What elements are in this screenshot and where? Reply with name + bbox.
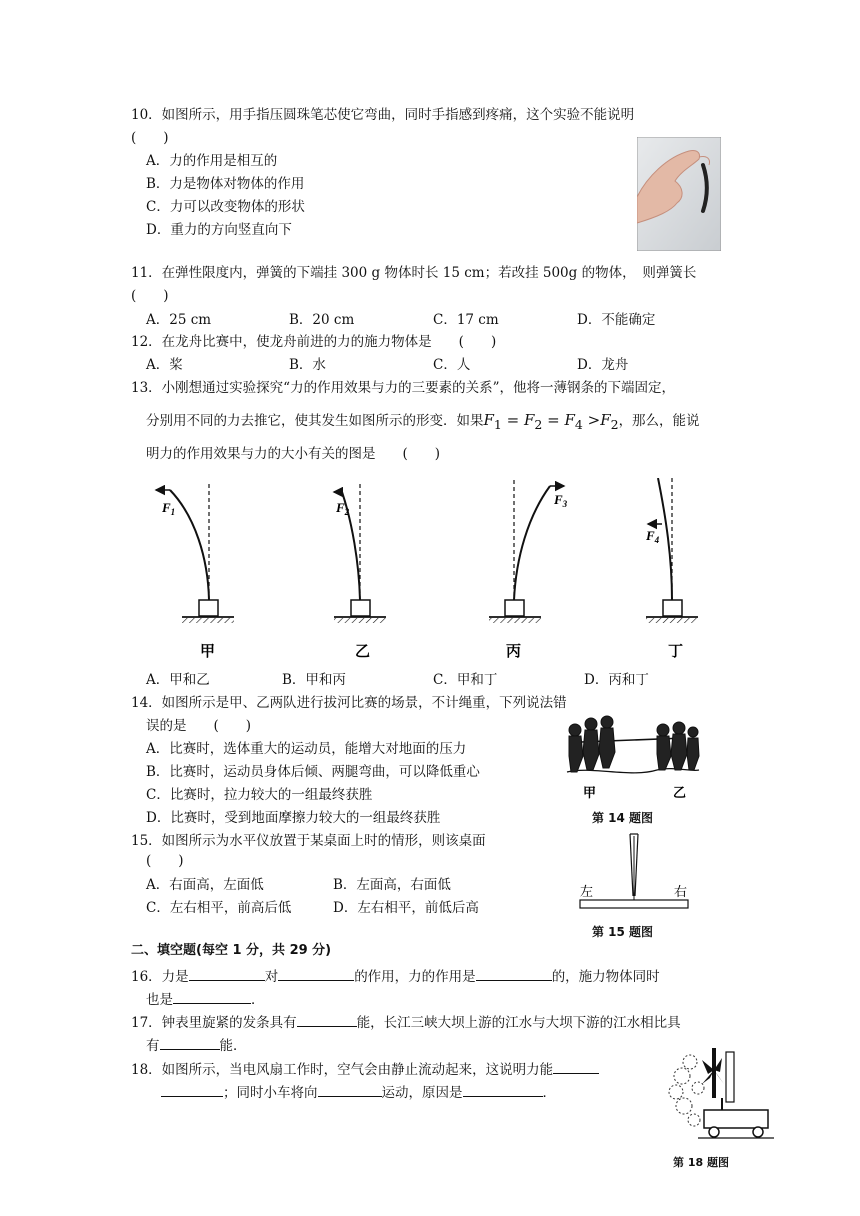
q17-text-4: 能． xyxy=(219,1038,247,1054)
q18-line1 xyxy=(131,1059,599,1079)
q16-text-1: 16．力是 xyxy=(131,969,189,985)
q15-option-b: B．左面高，右面低 xyxy=(333,877,451,893)
section2-title: 二、填空题(每空 1 分，共 29 分) xyxy=(131,943,332,958)
q16-blank-3[interactable] xyxy=(476,966,552,981)
q15-fig-left-label: 左 xyxy=(580,885,594,900)
q10-answer-paren: ( ) xyxy=(131,130,169,146)
q18-fig-caption: 第 18 题图 xyxy=(673,1156,729,1169)
q14-option-a: A．比赛时，选体重大的运动员，能增大对地面的压力 xyxy=(146,741,467,757)
q15-option-c: C．左右相平，前高后低 xyxy=(146,900,292,916)
q16-blank-2[interactable] xyxy=(278,966,354,981)
q15-option-a: A．右面高，左面低 xyxy=(146,877,264,893)
q13-steel-strip-figures xyxy=(150,478,710,664)
q16-text-5: 也是 xyxy=(146,992,173,1008)
q12-option-a: A．桨 xyxy=(146,357,183,373)
q18-blank-1b[interactable] xyxy=(161,1082,223,1097)
q16-text-6: ． xyxy=(251,992,265,1008)
q16-blank-1[interactable] xyxy=(189,966,265,981)
q17-line1 xyxy=(131,1012,681,1032)
q13-stem-line1: 13．小刚想通过实验探究“力的作用效果与力的三要素的关系”，他将一薄钢条的下端固定， xyxy=(131,380,675,396)
q16-text-4: 的，施力物体同时 xyxy=(551,969,660,985)
q16-blank-4[interactable] xyxy=(173,989,251,1004)
q17-text-3: 有 xyxy=(146,1038,160,1054)
q13-force-label-f2: $F_2$ xyxy=(336,500,350,517)
q14-fig-label-yi: 乙 xyxy=(673,786,687,801)
q14-option-b: B．比赛时，运动员身体后倾、两腿弯曲，可以降低重心 xyxy=(146,764,480,780)
q13-figure-label-yi: 乙 xyxy=(355,642,371,660)
q13-stem-line2-a: 分别用不同的力去推它，使其发生如图所示的形变．如果 xyxy=(146,413,484,429)
q15-fig-right-label: 右 xyxy=(674,885,688,900)
q16-text-2: 对 xyxy=(264,969,279,985)
q15-stem: 15．如图所示为水平仪放置于某桌面上时的情形，则该桌面 xyxy=(131,833,486,849)
q10-option-b: B．力是物体对物体的作用 xyxy=(146,176,305,192)
q13-stem-line2 xyxy=(146,411,700,434)
q15-fig-caption: 第 15 题图 xyxy=(592,925,654,939)
q14-stem-line1: 14．如图所示是甲、乙两队进行拔河比赛的场景，不计绳重，下列说法错 xyxy=(131,695,567,711)
q13-force-label-f1: $F_1$ xyxy=(162,500,176,517)
q13-option-b: B．甲和丙 xyxy=(282,672,346,688)
q15-option-d: D．左右相平，前低后高 xyxy=(333,900,479,916)
q13-figure-jia xyxy=(156,484,234,660)
q12-stem: 12．在龙舟比赛中，使龙舟前进的力的施力物体是 ( ) xyxy=(131,334,497,350)
q18-text-3: 运动，原因是 xyxy=(381,1085,463,1101)
q10-finger-pen-photo xyxy=(637,137,721,251)
q14-fig-caption: 第 14 题图 xyxy=(592,811,654,825)
q13-figure-yi xyxy=(334,484,386,660)
q11-option-d: D．不能确定 xyxy=(577,312,656,328)
q17-text-2: 能，长江三峡大坝上游的江水与大坝下游的江水相比具 xyxy=(356,1015,681,1031)
q13-figure-ding xyxy=(645,478,698,660)
q15-level-instrument-figure xyxy=(576,830,696,916)
q13-figure-bing xyxy=(489,480,568,660)
q13-option-a: A．甲和乙 xyxy=(146,672,210,688)
q13-force-label-f3: $F_3$ xyxy=(554,492,568,509)
q18-fan-cart-figure xyxy=(664,1040,776,1146)
q13-force-equation: $F_1 = F_2 = F_4 >F_2$ xyxy=(483,411,619,432)
q18-blank-1a[interactable] xyxy=(553,1059,599,1074)
q13-stem-line3: 明力的作用效果与力的大小有关的图是 ( ) xyxy=(146,446,441,462)
q10-option-d: D．重力的方向竖直向下 xyxy=(146,222,292,238)
q17-blank-2[interactable] xyxy=(160,1035,220,1050)
q17-blank-1[interactable] xyxy=(297,1012,357,1027)
q18-line2 xyxy=(161,1082,556,1102)
q11-answer-paren: ( ) xyxy=(131,288,169,304)
q18-blank-2[interactable] xyxy=(318,1082,382,1097)
q16-text-3: 的作用，力的作用是 xyxy=(354,969,476,985)
q15-answer-paren: ( ) xyxy=(146,853,184,869)
q17-text-1: 17．钟表里旋紧的发条具有 xyxy=(131,1015,297,1031)
q16-line2 xyxy=(146,989,265,1009)
q14-stem-line2: 误的是 ( ) xyxy=(146,718,252,734)
q13-option-d: D．丙和丁 xyxy=(584,672,649,688)
q11-option-c: C．17 cm xyxy=(433,312,499,328)
q18-text-2: ；同时小车将向 xyxy=(223,1085,318,1101)
q11-stem: 11．在弹性限度内，弹簧的下端挂 300 g 物体时长 15 cm；若改挂 500g 的物体， 则弹簧长 xyxy=(131,265,697,281)
q13-force-label-f4: $F_4$ xyxy=(646,528,660,545)
q17-line2 xyxy=(146,1035,247,1055)
q16-line1 xyxy=(131,966,660,986)
q12-option-b: B．水 xyxy=(289,357,326,373)
q18-blank-3[interactable] xyxy=(463,1082,543,1097)
q10-stem: 10．如图所示，用手指压圆珠笔芯使它弯曲，同时手指感到疼痛，这个实验不能说明 xyxy=(131,107,635,123)
q12-option-c: C．人 xyxy=(433,357,471,373)
q11-option-a: A．25 cm xyxy=(146,312,212,328)
q13-stem-line2-b: ，那么，能说 xyxy=(618,413,700,429)
q18-text-1: 18．如图所示，当电风扇工作时，空气会由静止流动起来，这说明力能 xyxy=(131,1062,554,1078)
q14-option-d: D．比赛时，受到地面摩擦力较大的一组最终获胜 xyxy=(146,810,441,826)
q13-option-c: C．甲和丁 xyxy=(433,672,498,688)
q12-option-d: D．龙舟 xyxy=(577,357,629,373)
q13-figure-label-bing: 丙 xyxy=(506,642,522,660)
q10-option-c: C．力可以改变物体的形状 xyxy=(146,199,305,215)
q18-text-4: ． xyxy=(542,1085,556,1101)
q14-fig-label-jia: 甲 xyxy=(583,786,597,801)
q13-figure-label-ding: 丁 xyxy=(668,642,684,660)
q11-option-b: B．20 cm xyxy=(289,312,355,328)
q10-option-a: A．力的作用是相互的 xyxy=(146,153,278,169)
q14-option-c: C．比赛时，拉力较大的一组最终获胜 xyxy=(146,787,373,803)
q13-figure-label-jia: 甲 xyxy=(200,642,216,660)
